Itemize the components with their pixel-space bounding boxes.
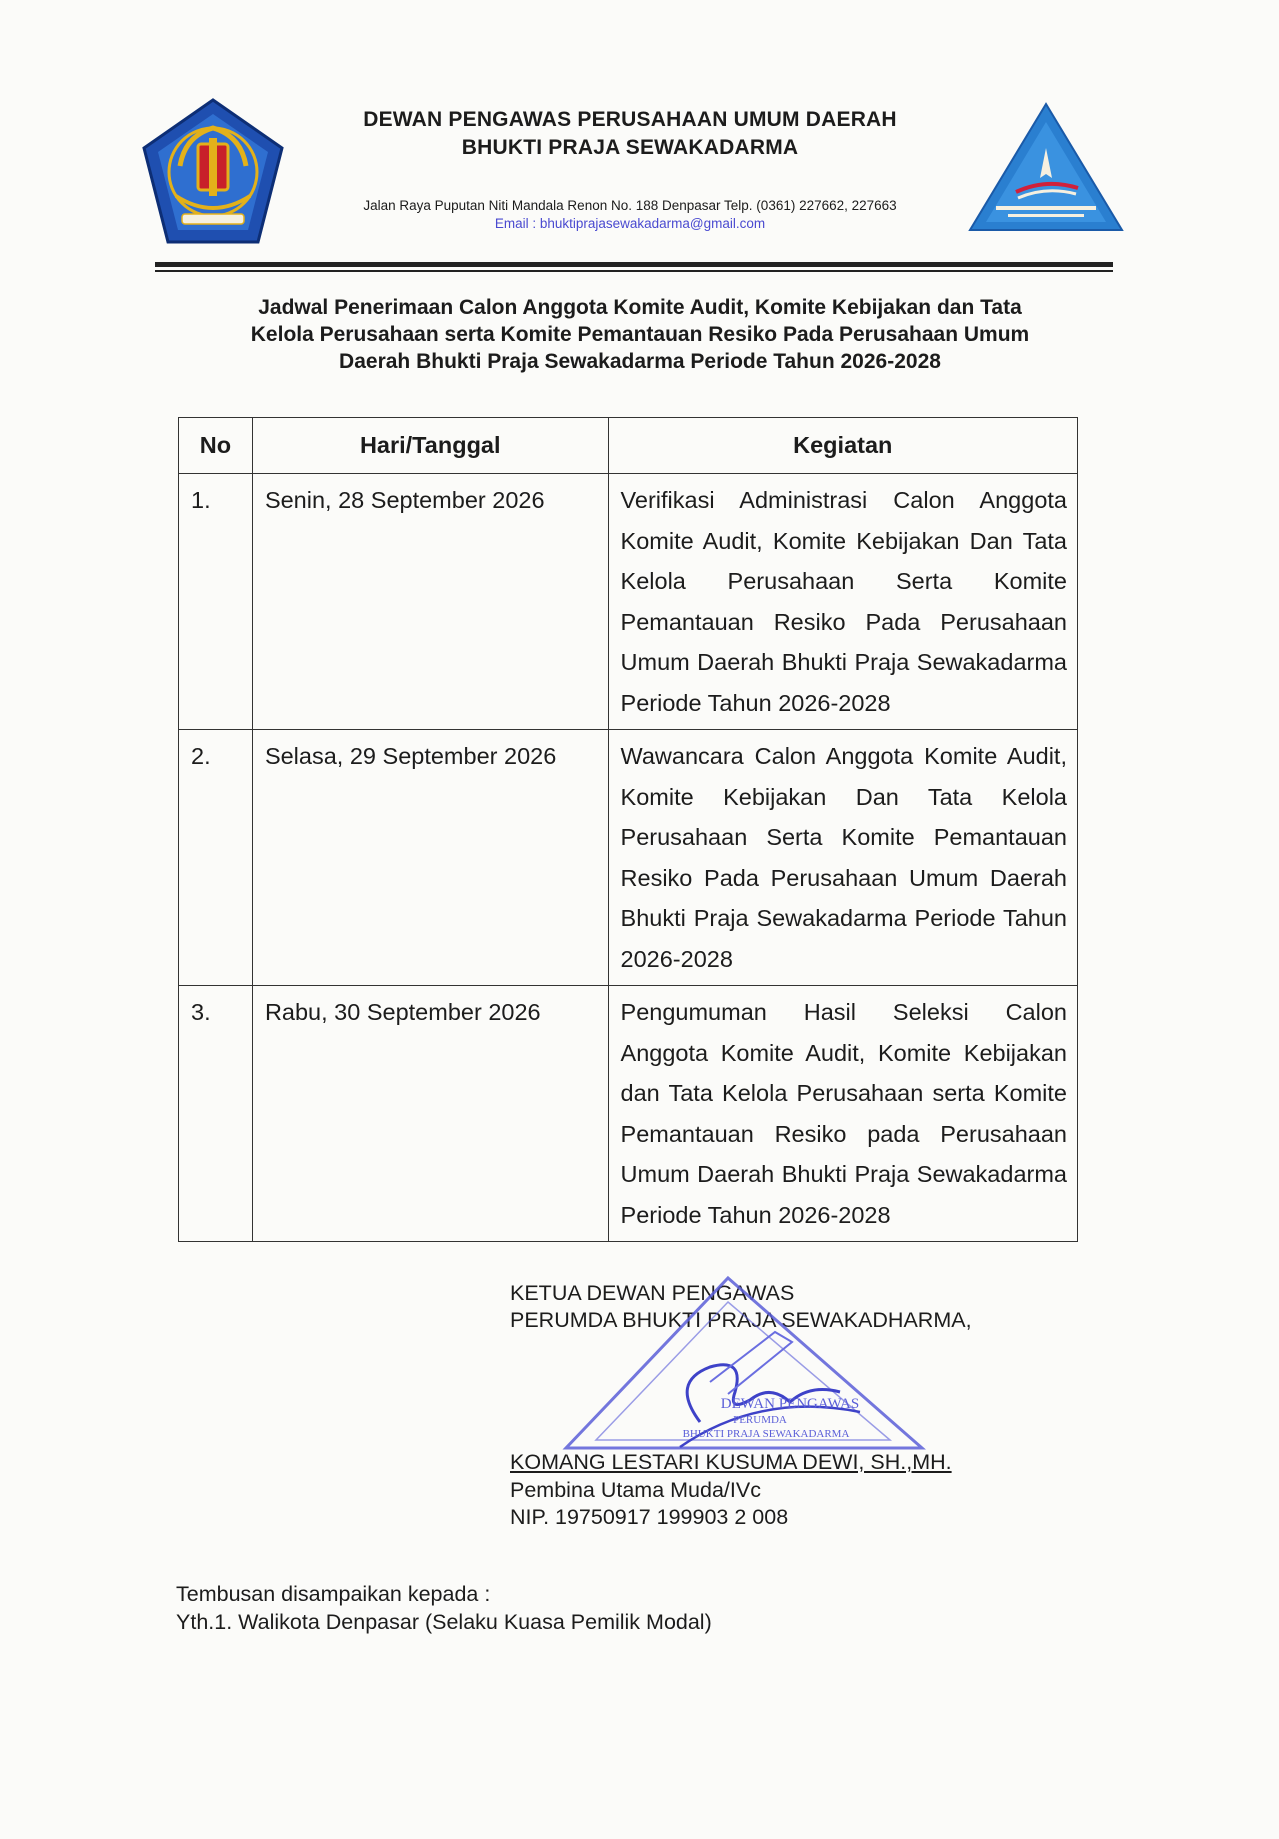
signatory-name: KOMANG LESTARI KUSUMA DEWI, SH.,MH. bbox=[510, 1450, 952, 1474]
stamp-text-1: DEWAN PENGAWAS bbox=[720, 1396, 860, 1412]
email: Email : bhuktiprajasewakadarma@gmail.com bbox=[494, 216, 766, 231]
letterhead-divider-thick bbox=[155, 262, 1113, 267]
table-row bbox=[179, 730, 1078, 986]
address: Jalan Raya Puputan Niti Mandala Renon No. 188 Denpasar Telp. (0361) 227662, 227663 bbox=[363, 198, 897, 213]
signatory-nip: NIP. 19750917 199903 2 008 bbox=[510, 1505, 789, 1529]
official-stamp-icon bbox=[560, 1272, 930, 1458]
row-no: 3. bbox=[179, 986, 253, 1242]
stamp-text-2: PERUMDA bbox=[733, 1414, 787, 1426]
cc-label: Tembusan disampaikan kepada : bbox=[176, 1582, 491, 1606]
header-no: No bbox=[179, 418, 253, 474]
position-line2: PERUMDA BHUKTI PRAJA SEWAKADHARMA, bbox=[510, 1308, 972, 1332]
cc-recipient: Yth.1. Walikota Denpasar (Selaku Kuasa Pemilik Modal) bbox=[176, 1610, 712, 1634]
table-header-row bbox=[179, 418, 1078, 474]
signatory-rank: Pembina Utama Muda/IVc bbox=[510, 1478, 761, 1502]
org-name-line2: BHUKTI PRAJA SEWAKADARMA bbox=[461, 136, 799, 159]
org-name-line1: DEWAN PENGAWAS PERUSAHAAN UMUM DAERAH bbox=[363, 108, 897, 131]
position-line1: KETUA DEWAN PENGAWAS bbox=[510, 1281, 795, 1305]
row-activity: Pengumuman Hasil Seleksi Calon Anggota Komite Audit, Komite Kebijakan dan Tata Kelola Perusahaan serta Komite Pemantauan Resiko pada Perusahaan Umum Daerah Bhukti Praja Sewakadarma Periode Tahun 2026-2028 bbox=[608, 986, 1077, 1242]
perumda-triangle-logo-icon bbox=[966, 100, 1126, 235]
denpasar-emblem-icon bbox=[140, 96, 286, 246]
table-row bbox=[179, 474, 1078, 730]
document-title bbox=[140, 294, 1140, 375]
header-date: Hari/Tanggal bbox=[252, 418, 608, 474]
table-row bbox=[179, 986, 1078, 1242]
title-line3: Daerah Bhukti Praja Sewakadarma Periode Tahun 2026-2028 bbox=[339, 350, 941, 373]
row-no: 2. bbox=[179, 730, 253, 986]
row-no: 1. bbox=[179, 474, 253, 730]
row-date: Rabu, 30 September 2026 bbox=[252, 986, 608, 1242]
letterhead-divider-thin bbox=[155, 270, 1113, 272]
row-date: Senin, 28 September 2026 bbox=[252, 474, 608, 730]
row-date: Selasa, 29 September 2026 bbox=[252, 730, 608, 986]
header-activity: Kegiatan bbox=[608, 418, 1077, 474]
row-activity: Wawancara Calon Anggota Komite Audit, Komite Kebijakan Dan Tata Kelola Perusahaan Serta Komite Pemantauan Resiko Pada Perusahaan Umum Daerah Bhukti Praja Sewakadarma Periode Tahun 2026-2028 bbox=[608, 730, 1077, 986]
title-line2: Kelola Perusahaan serta Komite Pemantauan Resiko Pada Perusahaan Umum bbox=[250, 323, 1030, 346]
row-activity: Verifikasi Administrasi Calon Anggota Komite Audit, Komite Kebijakan Dan Tata Kelola Perusahaan Serta Komite Pemantauan Resiko Pada Perusahaan Umum Daerah Bhukti Praja Sewakadarma Periode Tahun 2026-2028 bbox=[608, 474, 1077, 730]
stamp-text-3: BHUKTI PRAJA SEWAKADARMA bbox=[682, 1428, 850, 1440]
title-line1: Jadwal Penerimaan Calon Anggota Komite Audit, Komite Kebijakan dan Tata bbox=[258, 296, 1022, 319]
schedule-table bbox=[178, 417, 1078, 1242]
